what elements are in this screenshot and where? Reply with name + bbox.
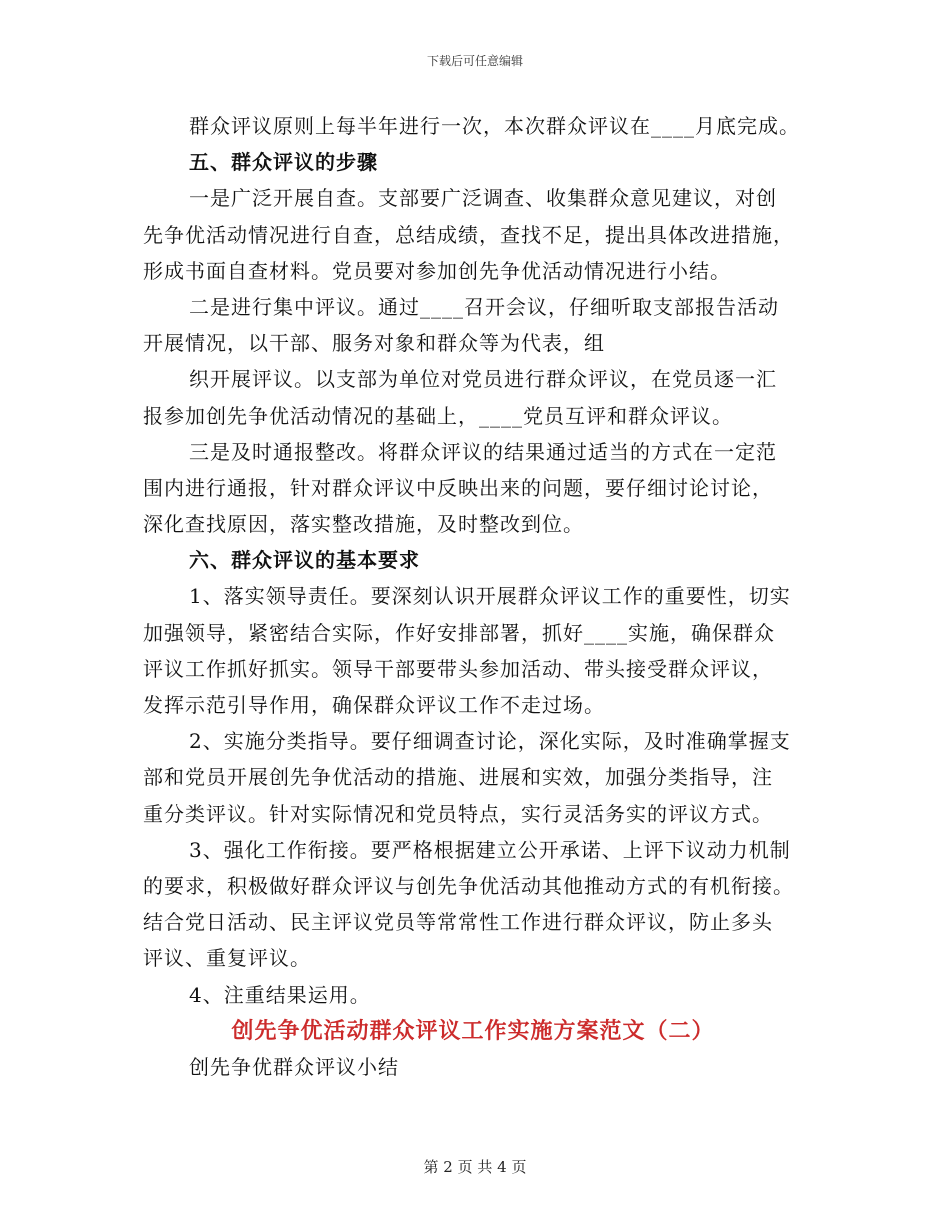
- paragraph-line: 部和党员开展创先争优活动的措施、进展和实效，加强分类指导，注: [143, 765, 773, 790]
- paragraph-line: 结合党日活动、民主评议党员等常常性工作进行群众评议，防止多头: [143, 910, 773, 935]
- paragraph-line: 围内进行通报，针对群众评议中反映出来的问题，要仔细讨论讨论，: [143, 475, 773, 500]
- paragraph-line: 4、注重结果运用。: [189, 982, 371, 1007]
- page-number-footer: 第 2 页 共 4 页: [423, 1158, 527, 1176]
- paragraph-line: 群众评议原则上每半年进行一次，本次群众评议在____月底完成。: [189, 114, 800, 138]
- document-title: 创先争优活动群众评议工作实施方案范文（二）: [231, 1017, 715, 1044]
- paragraph-line: 发挥示范引导作用，确保群众评议工作不走过场。: [143, 693, 605, 717]
- page-header-note: 下载后可任意编辑: [426, 54, 523, 68]
- section-heading: 五、群众评议的步骤: [189, 150, 378, 175]
- paragraph-line: 加强领导，紧密结合实际，作好安排部署，抓好____实施，确保群众: [143, 620, 775, 645]
- section-heading: 六、群众评议的基本要求: [189, 548, 420, 573]
- paragraph-line: 先争优活动情况进行自查，总结成绩，查找不足，提出具体改进措施，: [143, 222, 794, 247]
- paragraph-line: 的要求，积极做好群众评议与创先争优活动其他推动方式的有机衔接。: [143, 873, 794, 898]
- paragraph-line: 评议工作抓好抓实。领导干部要带头参加活动、带头接受群众评议，: [143, 656, 773, 681]
- paragraph-line: 1、落实领导责任。要深刻认识开展群众评议工作的重要性，切实: [189, 584, 791, 609]
- paragraph-line: 形成书面自查材料。党员要对参加创先争优活动情况进行小结。: [143, 258, 731, 283]
- paragraph-line: 三是及时通报整改。将群众评议的结果通过适当的方式在一定范: [189, 439, 777, 464]
- paragraph-line: 2、实施分类指导。要仔细调查讨论，深化实际，及时准确掌握支: [189, 729, 791, 754]
- paragraph-line: 开展情况，以干部、服务对象和群众等为代表，组: [143, 331, 605, 356]
- paragraph-line: 二是进行集中评议。通过____召开会议，仔细听取支部报告活动: [189, 294, 779, 319]
- paragraph-line: 创先争优群众评议小结: [189, 1054, 399, 1079]
- paragraph-line: 评议、重复评议。: [143, 946, 311, 971]
- paragraph-line: 深化查找原因，落实整改措施，及时整改到位。: [143, 512, 584, 537]
- paragraph-line: 重分类评议。针对实际情况和党员特点，实行灵活务实的评议方式。: [143, 801, 773, 826]
- paragraph-line: 报参加创先争优活动情况的基础上，____党员互评和群众评议。: [143, 403, 733, 428]
- paragraph-line: 一是广泛开展自查。支部要广泛调查、收集群众意见建议，对创: [189, 186, 777, 211]
- paragraph-line: 织开展评议。以支部为单位对党员进行群众评议，在党员逐一汇: [189, 367, 777, 392]
- paragraph-line: 3、强化工作衔接。要严格根据建立公开承诺、上评下议动力机制: [189, 837, 791, 862]
- document-body: [143, 108, 823, 1085]
